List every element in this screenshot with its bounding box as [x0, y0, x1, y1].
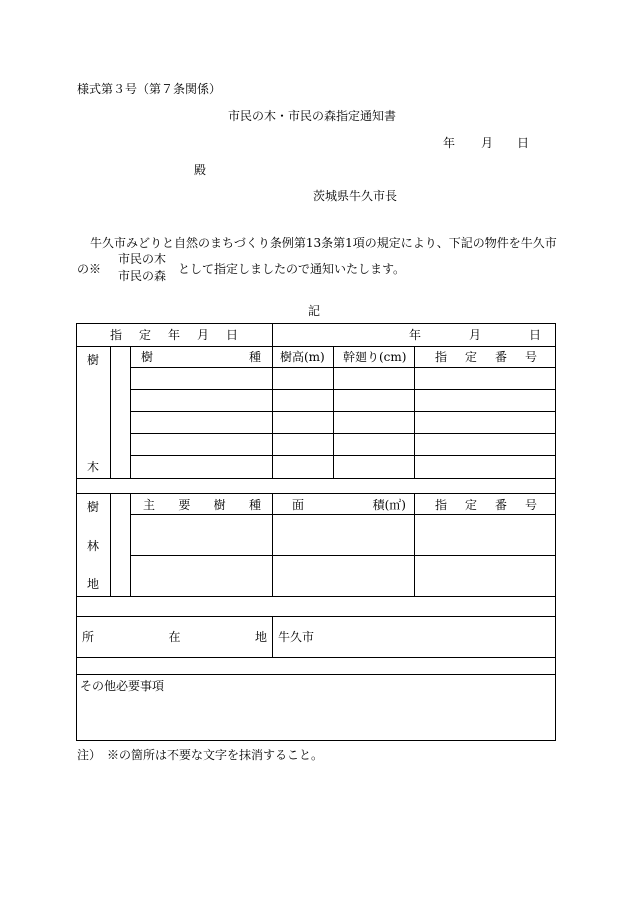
row-divider: [76, 346, 556, 347]
row-divider: [76, 596, 556, 597]
header-char: 要: [178, 498, 191, 512]
header-char: 指: [435, 350, 448, 364]
label-char: 日: [225, 328, 238, 342]
tree-girth-header: 幹廻り(cm): [343, 350, 407, 364]
header-char: 定: [464, 498, 477, 512]
header-char: 面: [292, 498, 305, 512]
tree-side-label-top: 樹: [87, 353, 100, 367]
col-divider: [272, 346, 273, 478]
designated-date-label: [110, 329, 238, 341]
issue-date: [443, 137, 455, 149]
issue-day-label: 日: [517, 136, 530, 150]
col-divider: [414, 493, 415, 596]
issue-month-label: 月: [481, 136, 494, 150]
forest-number-header: [435, 499, 537, 511]
notice-body-prefix: の※: [77, 262, 102, 276]
col-divider: [414, 346, 415, 478]
header-char: 号: [524, 350, 537, 364]
notice-body-suffix: として指定しましたので通知いたします。: [178, 262, 406, 276]
col-divider: [110, 346, 111, 478]
footnote: 注） ※の箇所は不要な文字を抹消すること。: [77, 748, 324, 762]
row-divider: [76, 657, 556, 658]
col-divider: [110, 493, 111, 596]
option-citizen-forest: 市民の森: [118, 269, 167, 283]
location-label: [82, 631, 267, 643]
header-char: 種: [248, 350, 261, 364]
row-divider: [76, 674, 556, 675]
row-divider: [130, 411, 556, 412]
forest-area-header: [292, 499, 406, 511]
label-char: 定: [138, 328, 151, 342]
label-char: 年: [167, 328, 180, 342]
option-citizen-tree: 市民の木: [118, 252, 167, 266]
ki-heading: 記: [308, 304, 321, 318]
label-char: 所: [82, 630, 95, 644]
addressee-suffix: 殿: [194, 163, 207, 177]
label-char: 地: [254, 630, 267, 644]
row-divider: [76, 616, 556, 617]
designated-day-label: 日: [529, 328, 542, 342]
col-divider: [272, 493, 273, 596]
row-divider: [130, 367, 556, 368]
row-divider: [110, 478, 130, 479]
designated-month-label: 月: [469, 328, 482, 342]
label-char: 指: [110, 328, 123, 342]
tree-number-header: [435, 351, 537, 363]
header-char: 種: [248, 498, 261, 512]
forest-side-label-2: 林: [87, 539, 100, 553]
row-divider: [130, 433, 556, 434]
location-value: 牛久市: [278, 630, 315, 644]
row-divider: [130, 389, 556, 390]
row-divider: [130, 455, 556, 456]
tree-side-label-bottom: 木: [87, 460, 100, 474]
tree-species-header: [141, 351, 261, 363]
row-divider: [130, 514, 556, 515]
header-char: 樹: [213, 498, 226, 512]
row-divider: [76, 478, 556, 479]
designated-year-label: 年: [409, 328, 422, 342]
label-char: 月: [196, 328, 209, 342]
col-divider: [272, 323, 273, 346]
header-char: 樹: [141, 350, 154, 364]
header-char: 番: [494, 350, 507, 364]
header-char: 指: [435, 498, 448, 512]
forest-side-label-1: 樹: [87, 500, 100, 514]
form-number: 様式第３号（第７条関係）: [77, 82, 222, 96]
forest-main-species-header: [143, 499, 261, 511]
label-char: 在: [168, 630, 181, 644]
document-title: 市民の木・市民の森指定通知書: [228, 109, 397, 123]
header-char: 主: [143, 498, 156, 512]
tree-height-header: 樹高(m): [280, 350, 325, 364]
row-divider: [76, 493, 556, 494]
issuer-name: 茨城県牛久市長: [313, 189, 398, 203]
issue-year-label: 年: [443, 136, 456, 150]
col-divider: [333, 346, 334, 478]
forest-side-label-3: 地: [87, 577, 100, 591]
other-notes-label: その他必要事項: [80, 679, 165, 693]
notice-body-line1: 牛久市みどりと自然のまちづくり条例第13条第1項の規定により、下記の物件を牛久市: [90, 236, 557, 250]
col-divider: [130, 493, 131, 596]
header-char: 定: [464, 350, 477, 364]
header-char: 番: [494, 498, 507, 512]
header-char: 積(㎡): [372, 498, 406, 512]
col-divider: [130, 346, 131, 478]
col-divider: [272, 616, 273, 657]
row-divider: [130, 555, 556, 556]
header-char: 号: [524, 498, 537, 512]
